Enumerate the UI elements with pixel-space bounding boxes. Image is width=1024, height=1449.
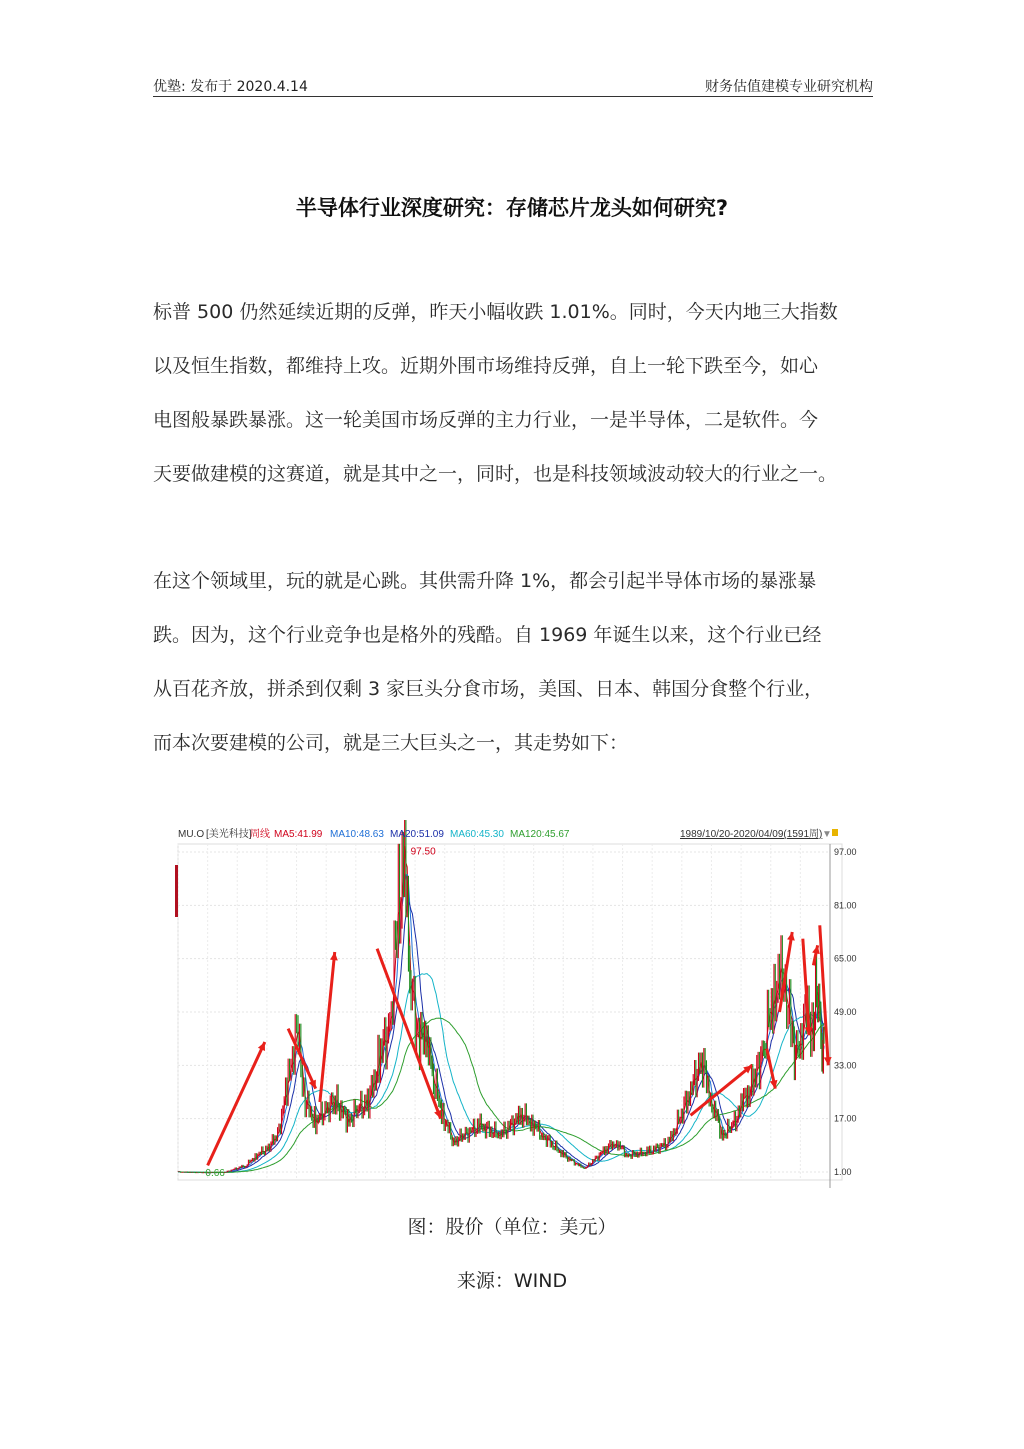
paragraph-2: [153, 554, 858, 770]
figure-caption: 图：股价（单位：美元）: [407, 1216, 617, 1238]
y-tick-label: 97.00: [834, 847, 857, 857]
stock-chart-svg: [170, 820, 860, 1195]
chart-legend: [178, 827, 838, 840]
y-tick-label: 49.00: [834, 1007, 857, 1017]
y-tick-label: 81.00: [834, 900, 857, 911]
paragraph-line: 跌。因为，这个行业竞争也是格外的残酷。自 1969 年诞生以来，这个行业已经: [153, 624, 822, 646]
page-title: 半导体行业深度研究：存储芯片龙头如何研究?: [295, 196, 729, 220]
trend-arrow-shaft: [320, 952, 335, 1102]
legend-ma120: MA120:45.67: [510, 829, 570, 840]
legend-ma60: MA60:45.30: [450, 829, 504, 840]
y-tick-label: 33.00: [834, 1060, 857, 1071]
figure-source: 来源：WIND: [456, 1270, 568, 1292]
paragraph-line: 标普 500 仍然延续近期的反弹，昨天小幅收跌 1.01%。同时，今天内地三大指数: [153, 301, 838, 323]
page-header: [153, 74, 873, 97]
lock-icon: [832, 829, 838, 836]
chart-period: 周线: [250, 829, 270, 840]
y-axis-ticks: [834, 847, 857, 1177]
paragraph-line: 电图般暴跌暴涨。这一轮美国市场反弹的主力行业，一是半导体，二是软件。今: [153, 409, 819, 431]
scroll-marker[interactable]: [175, 865, 178, 917]
y-tick-label: 65.00: [834, 953, 857, 964]
price-series: [178, 820, 824, 1173]
stock-chart: [170, 820, 860, 1195]
paragraph-line: 以及恒生指数，都维持上攻。近期外围市场维持反弹，自上一轮下跌至今，如心: [153, 355, 819, 377]
min-price-label: 0.66: [205, 1168, 225, 1179]
paragraph-line: 天要做建模的这赛道，就是其中之一，同时，也是科技领域波动较大的行业之一。: [153, 463, 838, 485]
max-price-label: 97.50: [410, 846, 436, 858]
dropdown-icon[interactable]: ▼: [822, 829, 832, 840]
legend-ma5: MA5:41.99: [274, 829, 323, 840]
paragraph-line: 而本次要建模的公司，就是三大巨头之一，其走势如下：: [153, 732, 629, 754]
chart-stock-name: [美光科技]: [206, 829, 252, 840]
legend-ma20: MA20:51.09: [390, 829, 444, 840]
header-publish-info: 优塾: 发布于 2020.4.14: [153, 79, 308, 95]
paragraph-line: 在这个领域里，玩的就是心跳。其供需升降 1%，都会引起半导体市场的暴涨暴: [153, 570, 817, 592]
chart-date-range: 1989/10/20-2020/04/09(1591周): [680, 829, 823, 840]
y-tick-label: 1.00: [834, 1167, 852, 1177]
chart-ticker: MU.O: [178, 829, 205, 840]
paragraph-1: [153, 285, 858, 501]
header-org-name: 财务估值建模专业研究机构: [705, 79, 873, 95]
legend-ma10: MA10:48.63: [330, 829, 384, 840]
y-tick-label: 17.00: [834, 1113, 857, 1124]
ma-line-4: [178, 1018, 824, 1172]
paragraph-line: 从百花齐放，拼杀到仅剩 3 家巨头分食市场，美国、日本、韩国分食整个行业，: [153, 678, 824, 700]
trend-arrow-shaft: [208, 1042, 265, 1165]
